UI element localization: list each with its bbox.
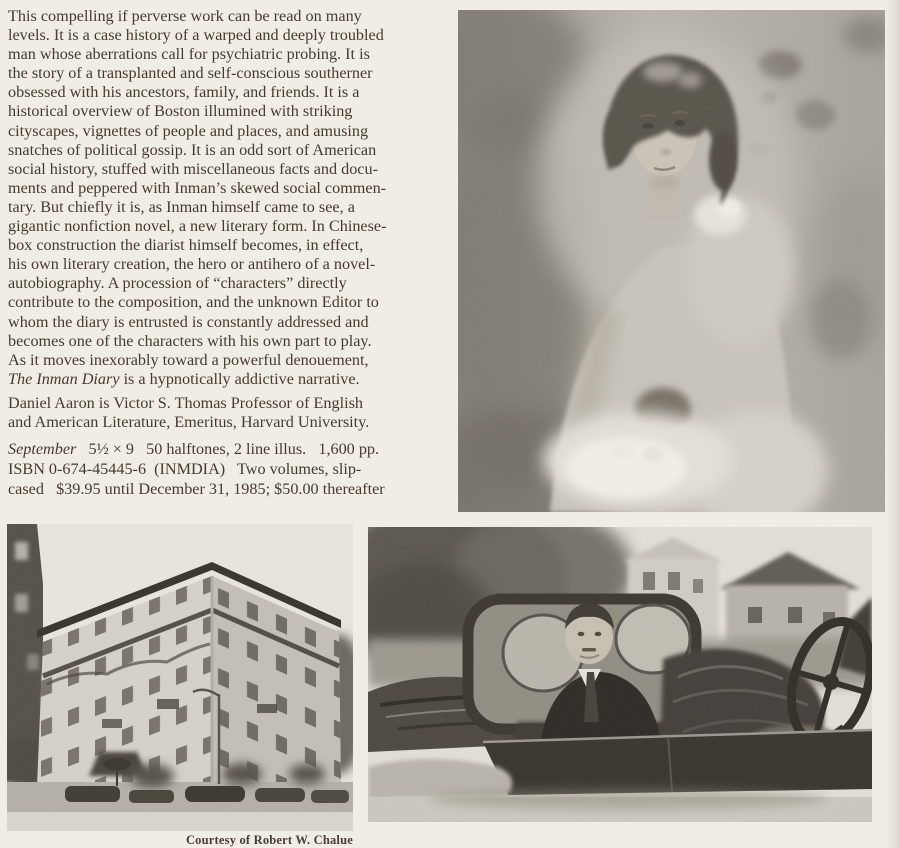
pub-info-line-1	[8, 440, 456, 460]
description-paragraph	[8, 7, 456, 370]
text-line: cityscapes, vignettes of people and places, and amusing	[8, 121, 369, 140]
author-note	[8, 394, 456, 433]
season-italic: September	[8, 439, 77, 458]
building-photo-illustration	[7, 524, 353, 831]
text-line: ments and peppered with Inman’s skewed social commen-	[8, 178, 387, 197]
building-photo	[7, 524, 353, 831]
photo-credit-caption: Courtesy of Robert W. Chalue	[185, 833, 353, 847]
publication-info	[8, 440, 456, 500]
text-line: social history, stuffed with miscellaneous facts and docu-	[8, 159, 378, 178]
car-photo-illustration	[368, 527, 872, 822]
pub-info-line-3: cased $39.95 until December 31, 1985; $50.00 thereafter	[8, 479, 385, 498]
pub-info-line-2: ISBN 0-674-45445-6 (INMDIA) Two volumes, slip-	[8, 459, 362, 478]
text-line: obsessed with his ancestors, family, and friends. It is a	[8, 83, 360, 102]
text-line: As it moves inexorably toward a powerful denouement,	[8, 350, 369, 369]
text-line: snatches of political gossip. It is an odd sort of American	[8, 140, 377, 159]
book-description-column	[8, 7, 456, 499]
man-in-car-photo	[368, 527, 872, 822]
text-line: Daniel Aaron is Victor S. Thomas Professor of English	[8, 393, 363, 412]
description-last-line-rest: is a hypnotically addictive narrative.	[119, 369, 360, 388]
text-line: and American Literature, Emeritus, Harvard University.	[8, 413, 370, 432]
text-line: This compelling if perverse work can be read on many	[8, 7, 362, 25]
pub-info-line-1-rest: 5½ × 9 50 halftones, 2 line illus. 1,600 pp.	[76, 439, 380, 458]
text-line: his own literary creation, the hero or antihero of a novel-	[8, 255, 376, 274]
text-line: becomes one of the characters with his own part to play.	[8, 331, 372, 350]
text-line: historical overview of Boston illumined with striking	[8, 102, 353, 121]
text-line: contribute to the composition, and the unknown Editor to	[8, 293, 379, 312]
text-line: levels. It is a case history of a warped and deeply troubled	[8, 26, 384, 45]
portrait-photo-illustration	[458, 10, 885, 512]
portrait-photo	[458, 10, 885, 512]
description-last-line	[8, 370, 456, 389]
text-line: the story of a transplanted and self-conscious southerner	[8, 64, 373, 83]
text-line: box construction the diarist himself becomes, in effect,	[8, 236, 364, 255]
book-title-italic: The Inman Diary	[8, 369, 120, 388]
text-line: gigantic nonfiction novel, a new literary form. In Chinese-	[8, 217, 387, 236]
text-line: tary. But chiefly it is, as Inman himself came to see, a	[8, 197, 355, 216]
text-line: autobiography. A procession of “characters” directly	[8, 274, 347, 293]
text-line: whom the diary is entrusted is constantly addressed and	[8, 312, 369, 331]
text-line: man whose aberrations call for psychiatric probing. It is	[8, 45, 370, 64]
